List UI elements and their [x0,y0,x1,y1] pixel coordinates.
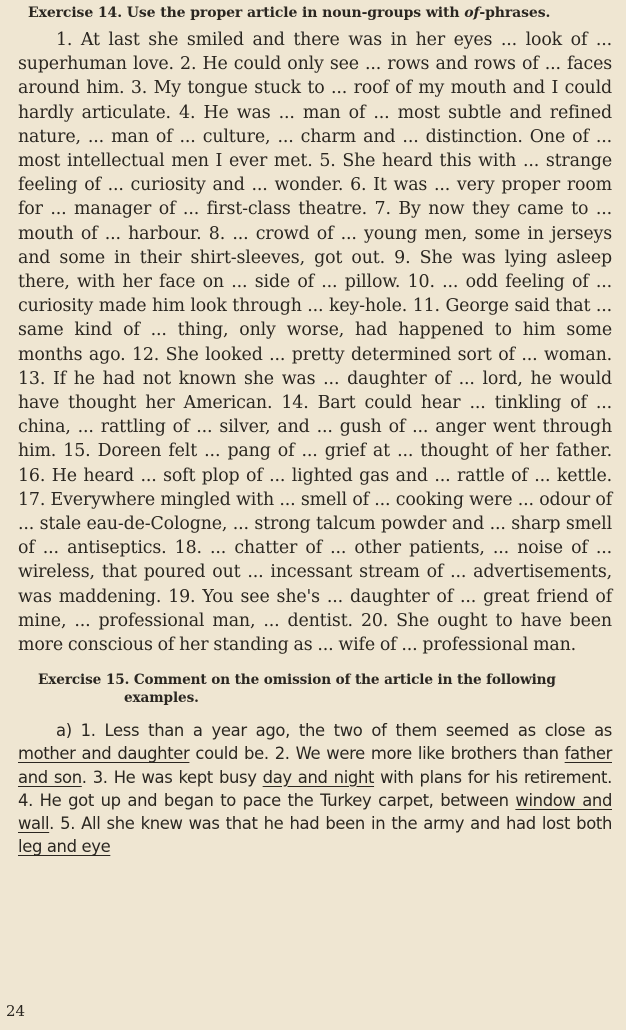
exercise-15-heading-line1: Exercise 15. Comment on the omission of the article in the following [38,672,556,689]
exercise-14-heading [28,4,612,22]
ex15-text-segment: a) 1. Less than a year ago, the two of them seemed as close as [56,721,612,741]
ex15-text-segment: . 5. All she knew was that he had been in the army and had lost both [49,814,612,834]
exercise-14-heading-suffix: -phrases. [479,5,551,21]
exercise-14-body: 1. At last she smiled and there was in her eyes ... look of ... superhuman love. 2. He could only see ... rows and rows of ... faces around him. 3. My tongue stuck to ... roof of my mouth and I could hardly articulate. 4. He was ... man of ... most subtle and refined nature, ... man of ... culture, ... charm and ... distinction. One of ... most intellectual men I ever met. 5. She heard this with ... strange feeling of ... curiosity and ... wonder. 6. It was ... very proper room for ... manager of ... first-class theatre. 7. By now they came to ... mouth of ... harbour. 8. ... crowd of ... young men, some in jerseys and some in their shirt-sleeves, got out. 9. She was lying asleep there, with her face on ... side of ... pillow. 10. ... odd feeling of ... curiosity made him look through ... key-hole. 11. George said that ... same kind of ... thing, only worse, had happened to him some months ago. 12. She looked ... pretty determined sort of ... woman. 13. If he had not known she was ... daughter of ... lord, he would have thought her American. 14. Bart could hear ... tinkling of ... china, ... rattling of ... silver, and ... gush of ... anger went through him. 15. Doreen felt ... pang of ... grief at ... thought of her father. 16. He heard ... soft plop of ... lighted gas and ... rattle of ... kettle. 17. Everywhere mingled with ... smell of ... cooking were ... odour of ... stale eau-de-Cologne, ... strong talcum powder and ... sharp smell of ... antiseptics. 18. ... chatter of ... other patients, ... noise of ... wireless, that poured out ... incessant stream of ... advertisements, was maddening. 19. You see she's ... daughter of ... great friend of mine, ... professional man, ... dentist. 20. She ought to have been more conscious of her standing as ... wife of ... professional man. [18,30,612,656]
page-number: 24 [6,1002,26,1020]
exercise-15-heading-line2: examples. [124,690,199,707]
exercise-15-body [18,719,612,858]
ex15-underlined-phrase: window and wall [18,790,612,834]
ex15-underlined-phrase: mother and daughter [18,744,190,764]
ex15-text-segment: with plans for his retirement. 4. He got up and began to pace the Turkey carpet, between [18,767,612,810]
exercise-14-heading-text: Exercise 14. Use the proper article in noun-groups with [28,5,465,21]
exercise-15-heading [28,671,612,707]
ex15-text-segment: could be. 2. We were more like brothers than [189,744,565,764]
ex15-text-segment: . 3. He was kept busy [81,767,263,787]
ex15-underlined-phrase: father and son [18,744,612,787]
ex15-underlined-phrase: day and night [262,767,375,787]
ex15-underlined-phrase: leg and eye [18,837,111,857]
exercise-14-heading-italic: of [464,5,480,21]
